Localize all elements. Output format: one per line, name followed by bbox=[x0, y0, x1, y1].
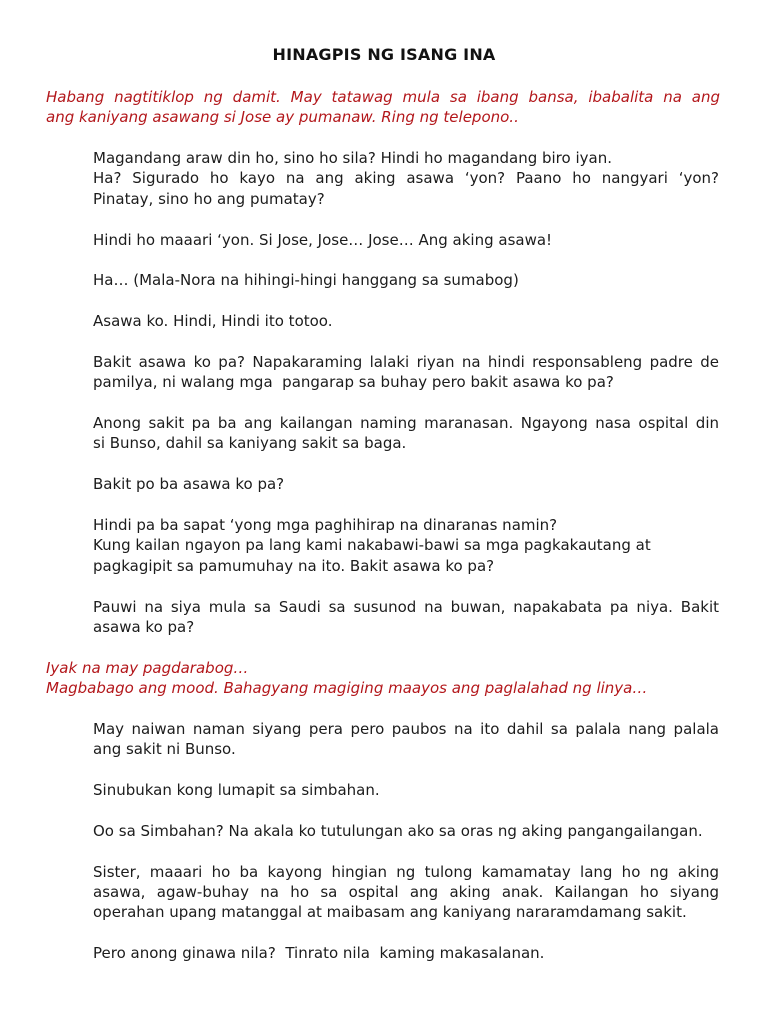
dialogue-paragraph bbox=[93, 230, 719, 250]
dialogue-paragraph bbox=[93, 413, 719, 454]
stage-direction-line: ang kaniyang asawang si Jose ay pumanaw. Ring ng telepono.. bbox=[46, 108, 519, 127]
dialogue-line: Magandang araw din ho, sino ho sila? Hindi ho magandang biro iyan. bbox=[93, 148, 612, 167]
dialogue-paragraph bbox=[93, 270, 719, 290]
dialogue-line: Anong sakit pa ba ang kailangan naming maranasan. Ngayong nasa ospital din bbox=[93, 414, 719, 433]
dialogue-line: ang sakit ni Bunso. bbox=[93, 740, 236, 759]
dialogue-paragraph bbox=[93, 311, 719, 331]
dialogue-line: Asawa ko. Hindi, Hindi ito totoo. bbox=[93, 312, 333, 331]
dialogue-line: si Bunso, dahil sa kaniyang sakit sa baga. bbox=[93, 434, 407, 453]
dialogue-line: Kung kailan ngayon pa lang kami nakabawi-bawi sa mga pagkakautang at bbox=[93, 536, 651, 555]
dialogue-paragraph bbox=[93, 780, 719, 800]
dialogue-paragraph bbox=[93, 821, 719, 841]
stage-direction-line: Iyak na may pagdarabog… bbox=[46, 658, 249, 677]
dialogue-line: Hindi pa ba sapat ‘yong mga paghihirap na dinaranas namin? bbox=[93, 516, 558, 534]
dialogue-line: Bakit asawa ko pa? Napakaraming lalaki riyan na hindi responsableng padre de bbox=[93, 352, 719, 371]
dialogue-line: Ha… (Mala-Nora na hihingi-hingi hanggang sa sumabog) bbox=[93, 271, 519, 290]
dialogue-paragraph bbox=[93, 719, 719, 760]
dialogue-line: Oo sa Simbahan? Na akala ko tutulungan ako sa oras ng aking pangangailangan. bbox=[93, 821, 703, 840]
stage-direction-line: Habang nagtitiklop ng damit. May tatawag mula sa ibang bansa, ibabalita na ang bbox=[46, 87, 720, 106]
dialogue-line: Sinubukan kong lumapit sa simbahan. bbox=[93, 781, 380, 800]
stage-direction bbox=[46, 87, 720, 128]
dialogue-line: Pero anong ginawa nila? Tinrato nila kaming makasalanan. bbox=[93, 944, 545, 963]
dialogue-paragraph bbox=[93, 943, 719, 963]
dialogue-line: Pauwi na siya mula sa Saudi sa susunod na buwan, napakabata pa niya. Bakit bbox=[93, 597, 719, 616]
stage-direction-line: Magbabago ang mood. Bahagyang magiging maayos ang paglalahad ng linya… bbox=[46, 679, 648, 698]
dialogue-paragraph bbox=[93, 862, 719, 923]
dialogue-line: asawa, agaw-buhay na ho sa ospital ang aking anak. Kailangan ho siyang bbox=[93, 883, 719, 902]
dialogue-paragraph bbox=[93, 148, 719, 209]
dialogue-line: Hindi ho maaari ‘yon. Si Jose, Jose… Jose… Ang aking asawa! bbox=[93, 230, 553, 249]
dialogue-paragraph bbox=[93, 515, 719, 576]
dialogue-line: pagkagipit sa pamumuhay na ito. Bakit asawa ko pa? bbox=[93, 556, 495, 575]
dialogue-paragraph bbox=[93, 597, 719, 638]
dialogue-line: May naiwan naman siyang pera pero paubos na ito dahil sa palala nang palala bbox=[93, 719, 719, 738]
dialogue-paragraph bbox=[93, 352, 719, 393]
stage-direction bbox=[46, 658, 720, 699]
page-title: HINAGPIS NG ISANG INA bbox=[272, 45, 496, 64]
script-body bbox=[0, 87, 768, 984]
dialogue-line: pamilya, ni walang mga pangarap sa buhay pero bakit asawa ko pa? bbox=[93, 373, 614, 392]
dialogue-line: operahan upang matanggal at maibasam ang kaniyang nararamdamang sakit. bbox=[93, 903, 687, 922]
dialogue-line: Bakit po ba asawa ko pa? bbox=[93, 475, 285, 494]
dialogue-line: Sister, maaari ho ba kayong hingian ng tulong kamamatay lang ho ng aking bbox=[93, 862, 719, 881]
dialogue-paragraph bbox=[93, 474, 719, 494]
dialogue-line: Pinatay, sino ho ang pumatay? bbox=[93, 189, 325, 208]
dialogue-line: Ha? Sigurado ho kayo na ang aking asawa ‘yon? Paano ho nangyari ‘yon? bbox=[93, 169, 719, 188]
dialogue-line: asawa ko pa? bbox=[93, 617, 195, 636]
